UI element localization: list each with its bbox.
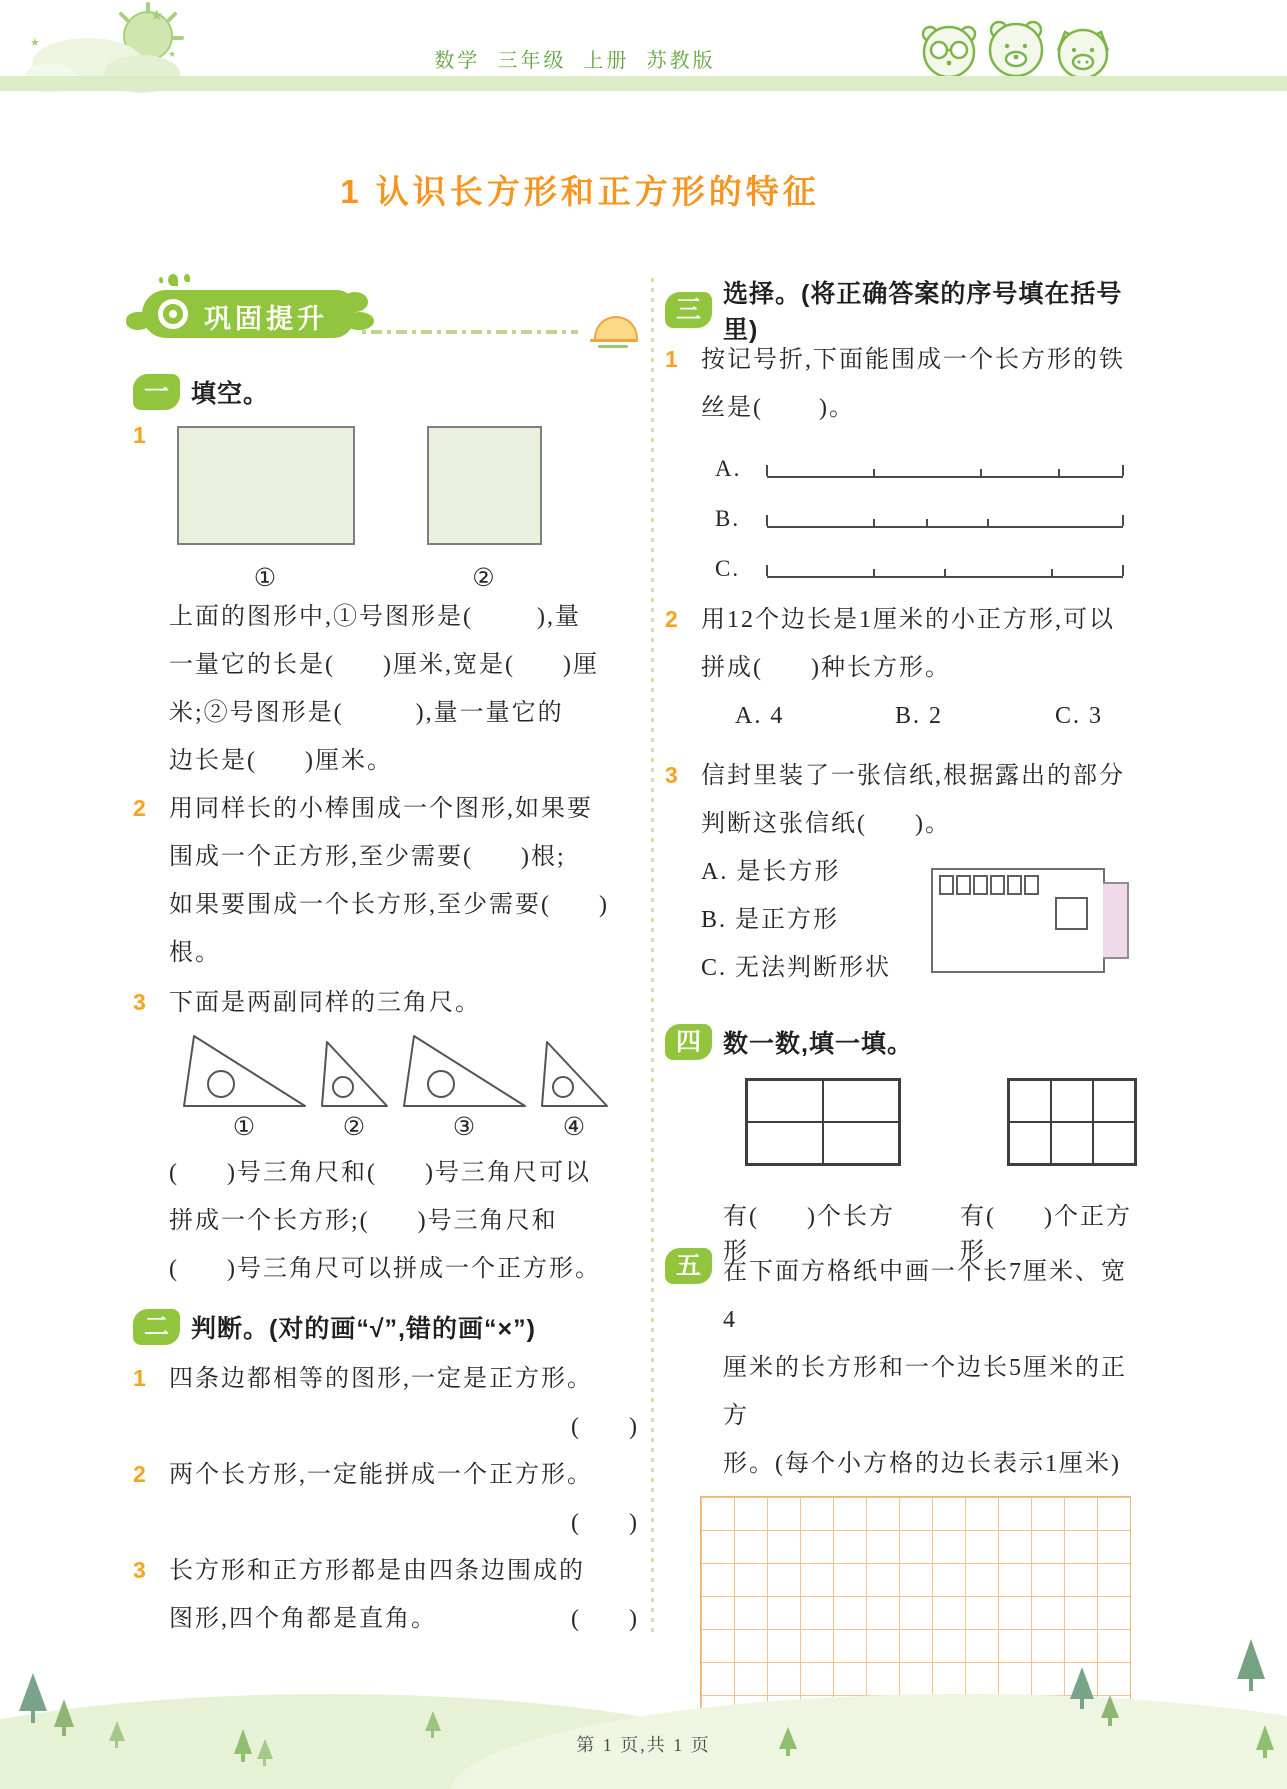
- question-text: 长方形和正方形都是由四条边围成的: [169, 1558, 585, 1584]
- grid-cell: [1009, 1122, 1051, 1164]
- wire-option-B: [701, 482, 1137, 532]
- option-c: C. 3: [1055, 703, 1104, 729]
- question-text: 两个长方形,一定能拼成一个正方形。: [169, 1462, 593, 1488]
- question-text: 下面是两副同样的三角尺。: [169, 990, 481, 1016]
- pine-tree-icon: [16, 1673, 50, 1725]
- question-text: 四条边都相等的图形,一定是正方形。: [169, 1366, 593, 1392]
- star-icon: ★: [150, 6, 164, 24]
- question-text: 判断这张信纸( )。: [701, 811, 951, 837]
- postal-square: [1024, 875, 1039, 895]
- rectangle-count-caption: 有( )个长方形: [723, 1204, 895, 1265]
- question-text: 拼成一个长方形;( )号三角尺和: [169, 1208, 558, 1234]
- postal-square: [939, 875, 954, 895]
- section-5: [665, 1248, 1137, 1488]
- wire-tick: [1058, 469, 1060, 476]
- figure-labels: [177, 555, 645, 592]
- wire-tick: [944, 569, 946, 576]
- wire-option-C: [701, 532, 1137, 582]
- wire-tick: [873, 519, 875, 526]
- whale-spout-icon: [168, 274, 178, 286]
- square-grid-figure: [1007, 1078, 1137, 1166]
- left-column: [133, 372, 645, 1643]
- option-label: A.: [715, 456, 742, 481]
- course-label: 数学 三年级 上册 苏教版: [434, 50, 716, 72]
- option-b: B. 是正方形: [701, 907, 840, 933]
- wire-tick: [987, 519, 989, 526]
- question-number: 3: [133, 989, 146, 1015]
- triangle-label-4: ④: [562, 1114, 588, 1141]
- question-3-3: [665, 752, 1137, 992]
- section-4-title: 数一数,填一填。: [723, 1030, 913, 1058]
- column-divider: [651, 278, 654, 1634]
- options-row: [701, 692, 1215, 740]
- triangle-label-2: ②: [342, 1114, 368, 1141]
- count-captions: [723, 1196, 1137, 1265]
- option-a: A. 4: [735, 703, 785, 729]
- triangle-labels: [183, 1109, 645, 1149]
- postal-square: [990, 875, 1005, 895]
- whale-banner: [142, 290, 354, 338]
- wire-tick: [766, 565, 768, 576]
- section-3-badge: 三: [665, 292, 712, 328]
- question-text: 形。(每个小方格的边长表示1厘米): [723, 1451, 1121, 1477]
- question-1-3: [133, 979, 645, 1293]
- rectangle-grid-figure: [745, 1078, 901, 1166]
- grid-cell: [747, 1122, 823, 1164]
- grid-cell: [823, 1080, 899, 1122]
- figure-label-2: ②: [472, 565, 497, 592]
- figure-label-1: ①: [253, 565, 279, 592]
- postal-square: [956, 875, 971, 895]
- answer-blank: ( ): [571, 1606, 639, 1632]
- triangle-ruler-2: [321, 1033, 389, 1109]
- spacer: [901, 1078, 1007, 1162]
- triangle-ruler-1: [183, 1033, 307, 1109]
- question-text: 厘米的长方形和一个边长5厘米的正方: [723, 1355, 1127, 1429]
- triangle-label-3: ③: [452, 1114, 478, 1141]
- question-number: 2: [665, 606, 678, 632]
- wire-tick: [1051, 569, 1053, 576]
- stamp-box: [1055, 897, 1088, 930]
- pine-tree-icon: [1234, 1639, 1268, 1693]
- question-text: 一量它的长是( )厘米,宽是( )厘: [169, 652, 599, 678]
- grid-cell: [1093, 1122, 1135, 1164]
- answer-blank: ( ): [571, 1510, 639, 1536]
- section-4-badge: 四: [665, 1024, 712, 1060]
- grid-cell: [747, 1080, 823, 1122]
- option-c: C. 无法判断形状: [701, 955, 892, 981]
- grid-cell: [823, 1122, 899, 1164]
- section-3-title: 选择。(将正确答案的序号填在括号里): [723, 280, 1123, 344]
- section-1-header: [133, 372, 645, 412]
- wire-tick: [926, 519, 928, 526]
- wire-tick: [873, 569, 875, 576]
- question-2-1: [133, 1355, 645, 1451]
- postal-square: [1007, 875, 1022, 895]
- question-text: 信封里装了一张信纸,根据露出的部分: [701, 763, 1125, 789]
- section-1-badge: 一: [133, 374, 180, 410]
- question-text: 在下面方格纸中画一个长7厘米、宽4: [723, 1259, 1127, 1333]
- whale-eye-icon: [158, 299, 188, 329]
- option-label: C.: [715, 556, 741, 581]
- question-3-1: [665, 336, 1137, 582]
- grid-cell: [1051, 1122, 1093, 1164]
- question-number: 2: [133, 1461, 146, 1487]
- option-label: B.: [715, 506, 741, 531]
- question-text: 围成一个正方形,至少需要( )根;: [169, 844, 566, 870]
- question-text: 米;②号图形是( ),量一量它的: [169, 700, 564, 726]
- square-count-caption: 有( )个正方形: [960, 1204, 1132, 1265]
- star-icon: ★: [30, 36, 40, 49]
- question-text: 根。: [169, 940, 221, 966]
- whale-tail-icon: [342, 292, 368, 312]
- section-2-badge: 二: [133, 1309, 180, 1345]
- question-text: 丝是( )。: [701, 395, 855, 421]
- question-text: 拼成( )种长方形。: [701, 655, 951, 681]
- whale-tail-icon: [344, 312, 374, 330]
- header-bar: [0, 76, 1287, 91]
- answer-blank: ( ): [571, 1414, 639, 1440]
- grid-cell: [1009, 1080, 1051, 1122]
- postal-code-boxes: [939, 875, 1039, 895]
- question-text: 用12个边长是1厘米的小正方形,可以: [701, 607, 1115, 633]
- question-number: 3: [665, 762, 678, 788]
- question-text: 按记号折,下面能围成一个长方形的铁: [701, 347, 1125, 373]
- question-number: 3: [133, 1557, 146, 1583]
- question-1-1: [133, 412, 645, 785]
- section-5-badge: 五: [665, 1248, 712, 1284]
- wire-option-A: [701, 432, 1137, 482]
- envelope-figure: [931, 868, 1105, 973]
- wire-figure-C: [767, 562, 1123, 578]
- option-a: A. 是长方形: [701, 859, 841, 885]
- banner-label: 巩固提升: [204, 304, 328, 334]
- triangle-ruler-4: [541, 1033, 609, 1109]
- question-number: 1: [133, 422, 146, 448]
- whale-fin-icon: [126, 312, 152, 330]
- grid-cell: [1093, 1080, 1135, 1122]
- question-number: 1: [665, 346, 678, 372]
- pine-tree-icon: [1100, 1695, 1120, 1727]
- page-number: 第 1 页,共 1 页: [576, 1735, 711, 1755]
- question-2-2: [133, 1451, 645, 1547]
- square-figure: [427, 426, 542, 545]
- triangle-rulers-figure: [183, 1031, 645, 1109]
- question-number: 1: [133, 1365, 146, 1391]
- postal-square: [973, 875, 988, 895]
- question-text: 上面的图形中,①号图形是( ),量: [169, 604, 581, 630]
- question-text: ( )号三角尺可以拼成一个正方形。: [169, 1256, 601, 1282]
- option-b: B. 2: [895, 703, 944, 729]
- section-4-header: [665, 1022, 1137, 1062]
- section-2-title: 判断。(对的画“√”,错的画“×”): [191, 1315, 536, 1343]
- wire-figure-B: [767, 512, 1123, 528]
- star-icon: ★: [168, 50, 177, 60]
- pine-tree-icon: [1068, 1667, 1096, 1711]
- question-text: 图形,四个角都是直角。: [169, 1606, 437, 1632]
- question-1-2: [133, 785, 645, 977]
- wire-tick: [766, 515, 768, 526]
- wire-tick: [1122, 565, 1124, 576]
- wire-tick: [1122, 515, 1124, 526]
- grid-cell: [1051, 1080, 1093, 1122]
- triangle-ruler-3: [403, 1033, 527, 1109]
- wire-tick: [1122, 465, 1124, 476]
- wire-tick: [980, 469, 982, 476]
- dashed-line: [362, 330, 578, 334]
- triangle-label-1: ①: [232, 1114, 258, 1141]
- section-2-header: [133, 1307, 645, 1347]
- question-text: 边长是( )厘米。: [169, 748, 393, 774]
- section-1-title: 填空。: [191, 380, 270, 408]
- question-text: 如果要围成一个长方形,至少需要( ): [169, 892, 609, 918]
- rectangle-figure: [177, 426, 355, 545]
- question-text: ( )号三角尺和( )号三角尺可以: [169, 1160, 591, 1186]
- section-3-header: [665, 280, 1137, 344]
- figure-rect-and-square: [177, 426, 645, 545]
- page-title: 1 认识长方形和正方形的特征: [340, 173, 820, 210]
- wire-figure-A: [767, 462, 1123, 478]
- wire-tick: [873, 469, 875, 476]
- count-grids-figure: [745, 1078, 1137, 1162]
- letter-paper-figure: [1103, 882, 1129, 959]
- wire-tick: [766, 465, 768, 476]
- sun-icon: [590, 316, 638, 350]
- question-number: 2: [133, 795, 146, 821]
- right-column: [665, 280, 1137, 1729]
- question-text: 用同样长的小棒围成一个图形,如果要: [169, 796, 593, 822]
- question-3-2: [665, 596, 1137, 740]
